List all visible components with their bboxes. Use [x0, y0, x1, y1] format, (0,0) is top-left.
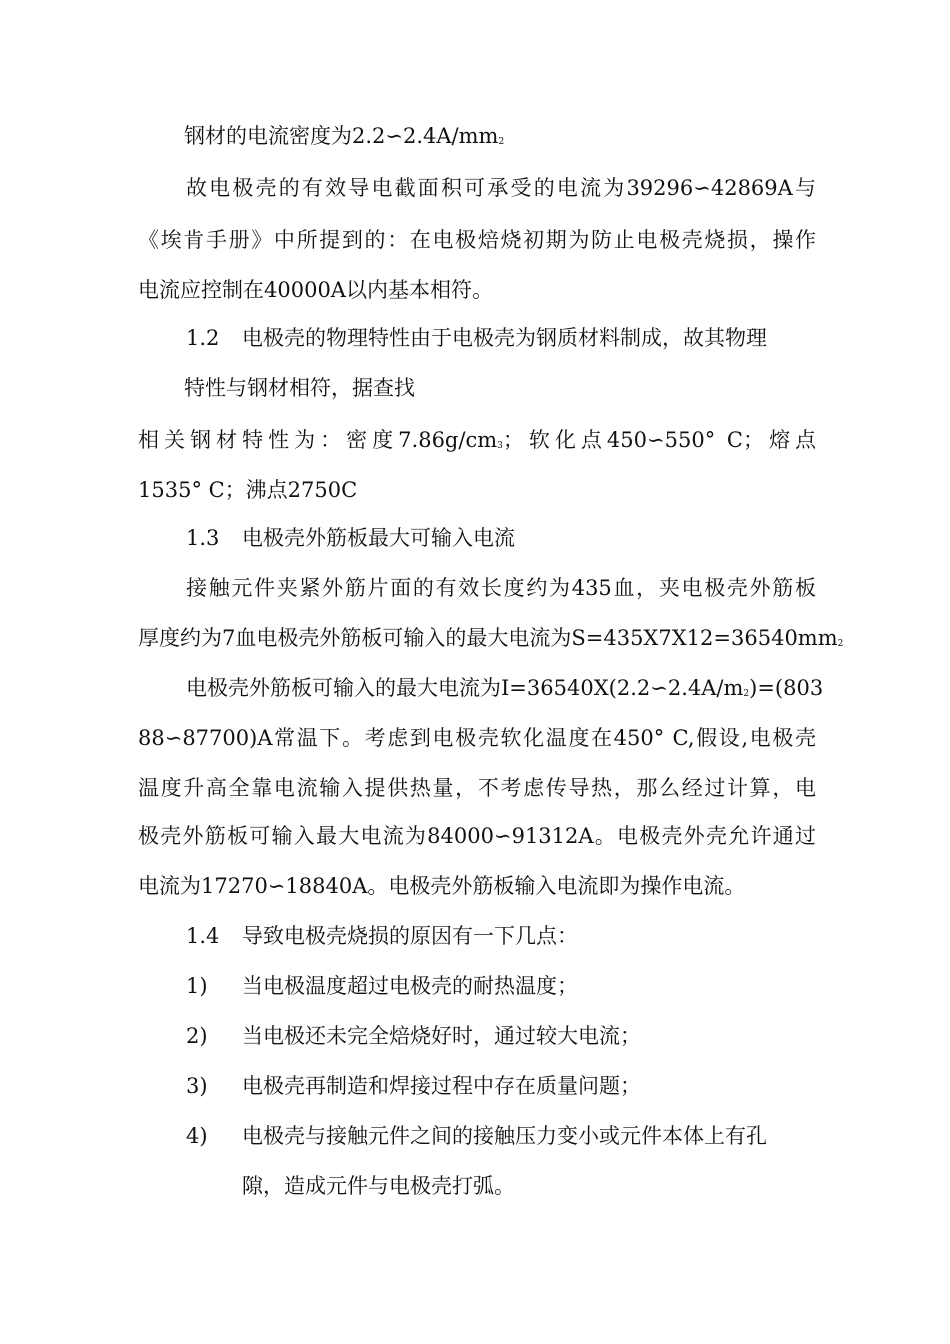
paragraph-line: 温度升高全靠电流输入提供热量，不考虑传导热，那么经过计算，电 — [138, 776, 816, 800]
paragraph-line: 特性与钢材相符，据查找 — [184, 376, 415, 400]
section-heading: 1.3 电极壳外筋板最大可输入电流 — [186, 526, 515, 550]
paragraph-line: 电流为17270∽18840A。电极壳外筋板输入电流即为操作电流。 — [138, 874, 746, 898]
paragraph-line: 电流应控制在40000A以内基本相符。 — [138, 278, 493, 302]
list-item: 2) 当电极还未完全焙烧好时，通过较大电流； — [186, 1024, 641, 1048]
paragraph-line: 厚度约为7血电极壳外筋板可输入的最大电流为$S=435X7X12=36540mm_2$ — [138, 626, 844, 650]
paragraph-line: 相关钢材特性为：密度$7.86g/cm_3$；软化点450∽550° C；熔点 — [138, 428, 816, 452]
list-item: 1) 当电极温度超过电极壳的耐热温度； — [186, 974, 578, 998]
paragraph-line: 《埃肯手册》中所提到的：在电极焙烧初期为防止电极壳烧损，操作 — [138, 228, 816, 252]
paragraph-line: 接触元件夹紧外筋片面的有效长度约为435血，夹电极壳外筋板 — [186, 576, 816, 600]
list-item: 4) 电极壳与接触元件之间的接触压力变小或元件本体上有孔 — [186, 1124, 767, 1148]
paragraph-line: 故电极壳的有效导电截面积可承受的电流为39296∽42869A与 — [186, 176, 816, 200]
section-heading: 1.2 电极壳的物理特性由于电极壳为钢质材料制成，故其物理 — [186, 326, 767, 350]
section-heading: 1.4 导致电极壳烧损的原因有一下几点： — [186, 924, 578, 948]
paragraph-line: 极壳外筋板可输入最大电流为84000∽91312A。电极壳外壳允许通过 — [138, 824, 816, 848]
list-item: 3) 电极壳再制造和焊接过程中存在质量问题； — [186, 1074, 641, 1098]
paragraph-line: 88∽87700)A常温下。考虑到电极壳软化温度在450° C,假设,电极壳 — [138, 726, 816, 750]
list-item-continuation: 隙，造成元件与电极壳打弧。 — [242, 1174, 515, 1198]
paragraph-line: 电极壳外筋板可输入的最大电流为$I=36540X(2.2∽2.4A/m_2)=(803$ — [186, 676, 824, 700]
paragraph-line: 钢材的电流密度为$2.2∽2.4A/mm_2$ — [184, 124, 505, 148]
paragraph-line: 1535° C；沸点2750C — [138, 478, 358, 502]
